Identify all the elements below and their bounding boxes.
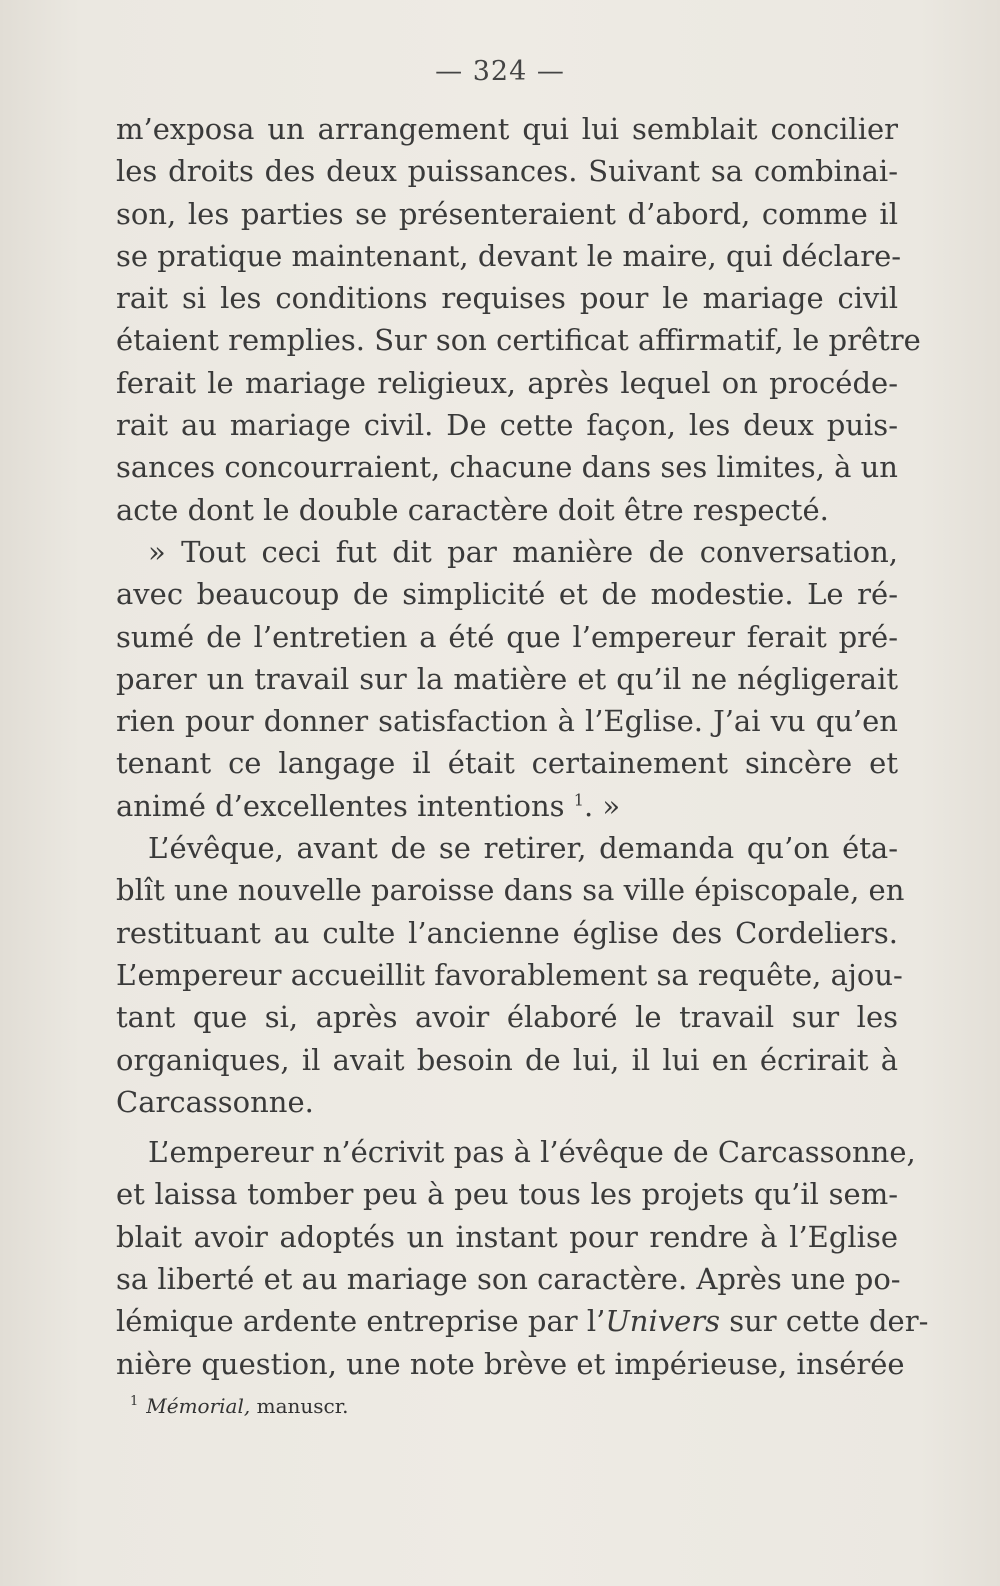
text-line: tant que si, après avoir élaboré le travail sur les — [116, 1000, 898, 1035]
line-suffix: . » — [583, 788, 621, 823]
text-line: blît une nouvelle paroisse dans sa ville épiscopale, en — [116, 873, 905, 908]
text-line: sa liberté et au mariage son caractère. Après une po- — [116, 1262, 901, 1297]
paragraph-gap — [116, 1123, 898, 1131]
body-text — [116, 108, 929, 1385]
text-line: sances concourraient, chacune dans ses limites, à un — [116, 450, 898, 485]
text-line: ferait le mariage religieux, après lequel on procéde- — [116, 365, 898, 400]
footnote-text: manuscr. — [250, 1394, 349, 1418]
text-line: acte dont le double caractère doit être respecté. — [116, 492, 829, 527]
text-line: étaient remplies. Sur son certificat affirmatif, le prêtre — [116, 323, 921, 358]
text-line: et laissa tomber peu à peu tous les projets qu’il sem- — [116, 1177, 898, 1212]
text-line: parer un travail sur la matière et qu’il ne négligerait — [116, 661, 898, 696]
text-line: rien pour donner satisfaction à l’Eglise. J’ai vu qu’en — [116, 704, 898, 739]
text-line: L’empereur accueillit favorablement sa requête, ajou- — [116, 957, 903, 992]
text-line: les droits des deux puissances. Suivant sa combinai- — [116, 154, 898, 189]
text-line: rait au mariage civil. De cette façon, les deux puis- — [116, 408, 898, 443]
footnote — [130, 1394, 348, 1418]
text-line: L’évêque, avant de se retirer, demanda qu’on éta- — [148, 831, 898, 866]
newspaper-title: Univers — [605, 1304, 721, 1339]
text-line: organiques, il avait besoin de lui, il lui en écrirait à — [116, 1042, 898, 1077]
text-line: Carcassonne. — [116, 1084, 314, 1119]
text-line-with-title — [116, 1300, 929, 1342]
text-line: rait si les conditions requises pour le mariage civil — [116, 281, 898, 316]
text-line: animé d’excellentes intentions — [116, 788, 565, 823]
page-number: — 324 — — [435, 56, 565, 87]
text-line: tenant ce langage il était certainement sincère et — [116, 746, 898, 781]
text-segment: sur cette der- — [720, 1304, 929, 1339]
text-segment: lémique ardente entreprise par l’ — [116, 1304, 606, 1339]
text-line: se pratique maintenant, devant le maire, qui déclare- — [116, 238, 902, 273]
footnote-marker: 1 — [130, 1394, 139, 1410]
text-line: m’exposa un arrangement qui lui semblait concilier — [116, 112, 898, 146]
text-line: avec beaucoup de simplicité et de modestie. Le ré- — [116, 577, 898, 612]
footnote-source: Mémorial, — [146, 1394, 251, 1418]
text-line-with-note — [116, 785, 898, 827]
text-line: L’empereur n’écrivit pas à l’évêque de Carcassonne, — [148, 1135, 916, 1170]
text-line: restituant au culte l’ancienne église des Cordeliers. — [116, 915, 898, 950]
text-line: nière question, une note brève et impérieuse, insérée — [116, 1346, 905, 1381]
text-line: blait avoir adoptés un instant pour rendre à l’Eglise — [116, 1219, 898, 1254]
text-line: son, les parties se présenteraient d’abord, comme il — [116, 196, 898, 231]
text-line: » Tout ceci fut dit par manière de conversation, — [148, 534, 898, 569]
text-line: sumé de l’entretien a été que l’empereur ferait pré- — [116, 619, 898, 654]
footnote-reference: 1 — [573, 790, 584, 810]
